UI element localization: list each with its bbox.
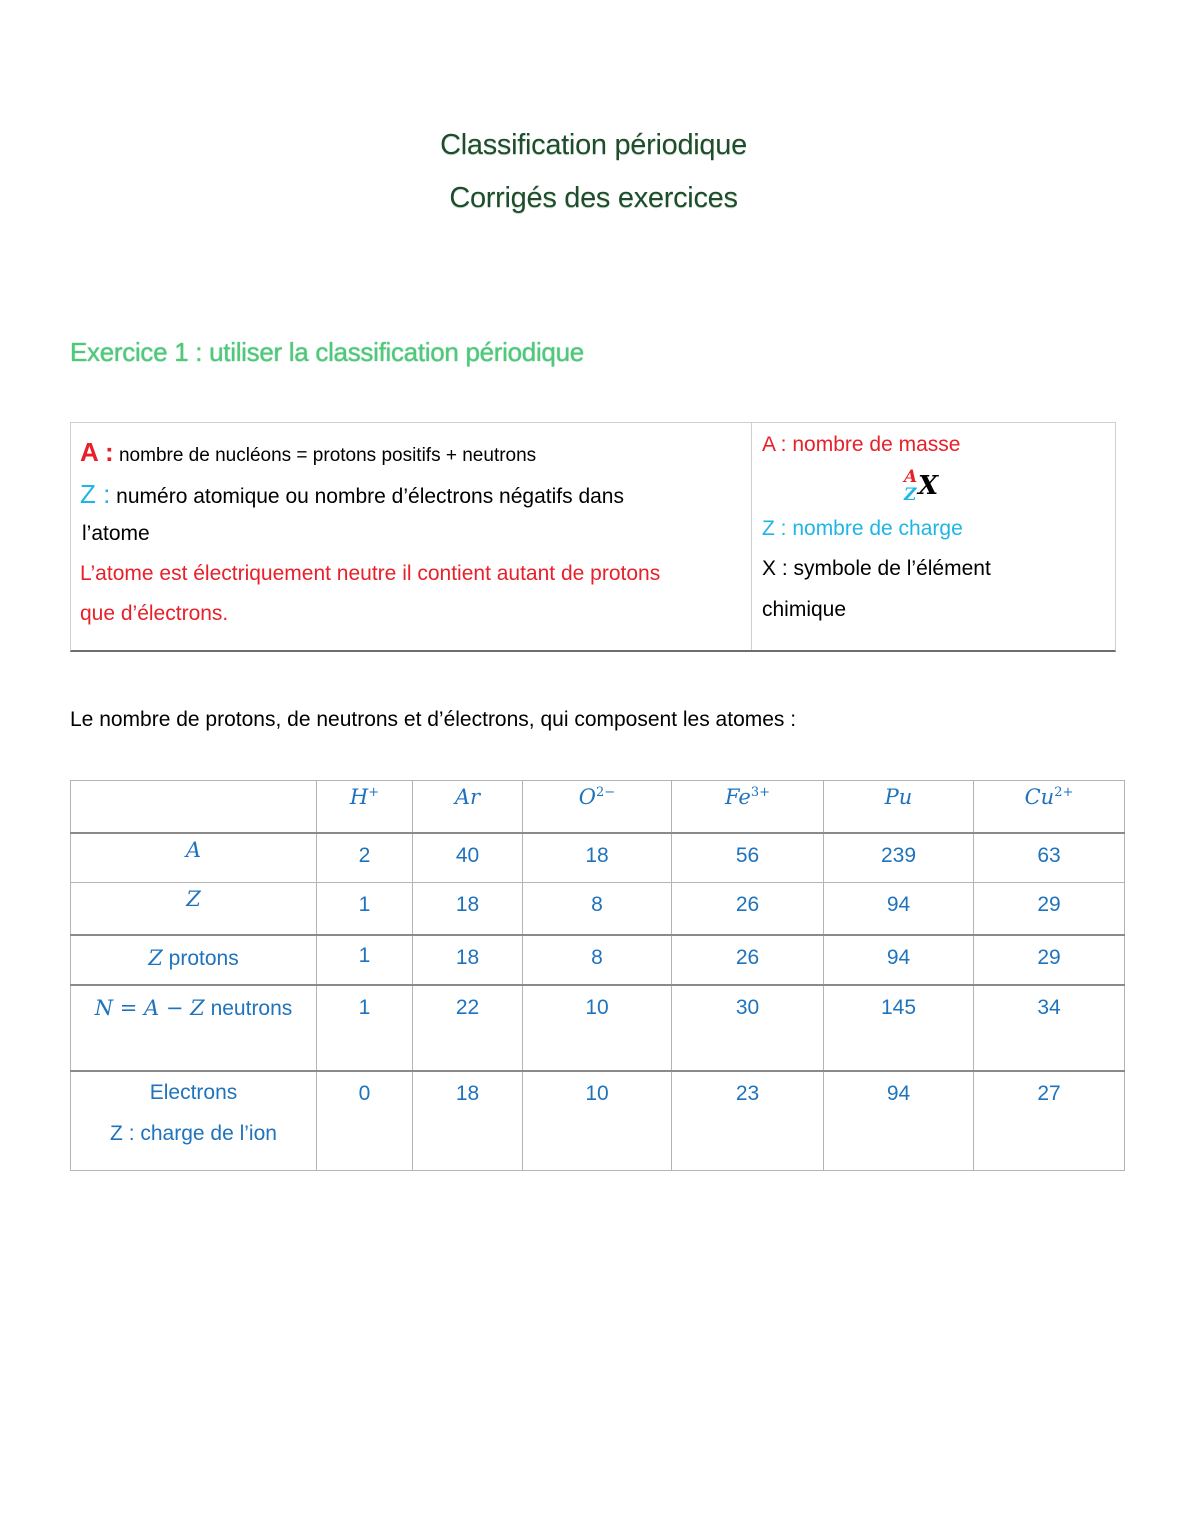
A-definition: [80, 437, 536, 468]
notation-Z: Z: [904, 485, 917, 505]
header-H: H+: [317, 781, 413, 833]
definition-box-right: [752, 423, 1115, 650]
notation-X: X: [918, 471, 939, 501]
charge-number-label: Z : nombre de charge: [762, 517, 963, 540]
exercise-heading: Exercice 1 : utiliser la classification périodique: [70, 337, 584, 367]
table-cell: 18: [413, 1071, 523, 1171]
notation-A: A: [904, 467, 918, 487]
Z-definition-text: numéro atomique ou nombre d’électrons négatifs dans: [110, 485, 624, 508]
header-Pu: Pu: [824, 781, 974, 833]
nuclide-notation: [900, 467, 960, 507]
table-cell: 8: [523, 883, 672, 935]
table-cell: 94: [824, 935, 974, 985]
table-cell: 10: [523, 985, 672, 1071]
header-O: $O^{2-}$: [523, 781, 672, 833]
table-cell: 94: [824, 1071, 974, 1171]
Z-definition-cont: l’atome: [82, 522, 150, 545]
table-cell: 239: [824, 833, 974, 883]
table-row-A: [71, 833, 1125, 883]
table-header-row: [71, 781, 1125, 833]
A-definition-text: nombre de nucléons = protons positifs + neutrons: [113, 445, 537, 466]
page-title: Classification périodique: [440, 129, 747, 161]
table-cell: 40: [413, 833, 523, 883]
table-cell: 1: [317, 935, 413, 985]
table-cell: 94: [824, 883, 974, 935]
table-cell: 145: [824, 985, 974, 1071]
table-cell: 18: [523, 833, 672, 883]
table-cell: 29: [974, 883, 1125, 935]
table-cell: 26: [672, 935, 824, 985]
row-label-Z: Z: [71, 883, 317, 935]
table-cell: 0: [317, 1071, 413, 1171]
table-cell: 29: [974, 935, 1125, 985]
neutral-statement-line1: L’atome est électriquement neutre il contient autant de protons: [80, 562, 661, 585]
symbol-label-line1: X : symbole de l’élément: [762, 557, 991, 580]
table-row-neutrons: [71, 985, 1125, 1071]
table-row-Z: [71, 883, 1125, 935]
table-cell: 22: [413, 985, 523, 1071]
table-row-protons: [71, 935, 1125, 985]
row-label-A: A: [71, 833, 317, 883]
table-cell: 1: [317, 883, 413, 935]
table-cell: 34: [974, 985, 1125, 1071]
table-cell: 8: [523, 935, 672, 985]
table-cell: 56: [672, 833, 824, 883]
page-subtitle: Corrigés des exercices: [449, 182, 738, 214]
table-cell: 30: [672, 985, 824, 1071]
table-cell: 10: [523, 1071, 672, 1171]
row-label-neutrons: N = A − Z neutrons: [71, 985, 317, 1071]
A-symbol: A :: [80, 437, 114, 467]
header-Cu: $Cu^{2+}$: [974, 781, 1125, 833]
table-cell: 1: [317, 985, 413, 1071]
header-Fe: $Fe^{3+}$: [672, 781, 824, 833]
neutral-statement-line2: que d’électrons.: [80, 602, 229, 625]
row-label-electrons: Electrons Z : charge de l’ion: [71, 1071, 317, 1171]
atoms-table: [70, 780, 1125, 1171]
table-cell: 26: [672, 883, 824, 935]
symbol-label-line2: chimique: [762, 598, 847, 621]
row-label-protons: Z protons: [71, 935, 317, 985]
definition-box-left: [71, 423, 752, 650]
mass-number-label: A : nombre de masse: [762, 433, 961, 456]
Z-symbol: Z :: [80, 479, 111, 509]
table-cell: 18: [413, 883, 523, 935]
table-cell: 63: [974, 833, 1125, 883]
header-Ar: Ar: [413, 781, 523, 833]
table-row-electrons: [71, 1071, 1125, 1171]
table-cell: 2: [317, 833, 413, 883]
table-intro-sentence: Le nombre de protons, de neutrons et d’électrons, qui composent les atomes :: [70, 708, 797, 731]
header-empty-cell: [71, 781, 317, 833]
definition-box: [70, 422, 1116, 652]
table-cell: 18: [413, 935, 523, 985]
Z-definition: [80, 479, 624, 510]
table-cell: 27: [974, 1071, 1125, 1171]
table-cell: 23: [672, 1071, 824, 1171]
